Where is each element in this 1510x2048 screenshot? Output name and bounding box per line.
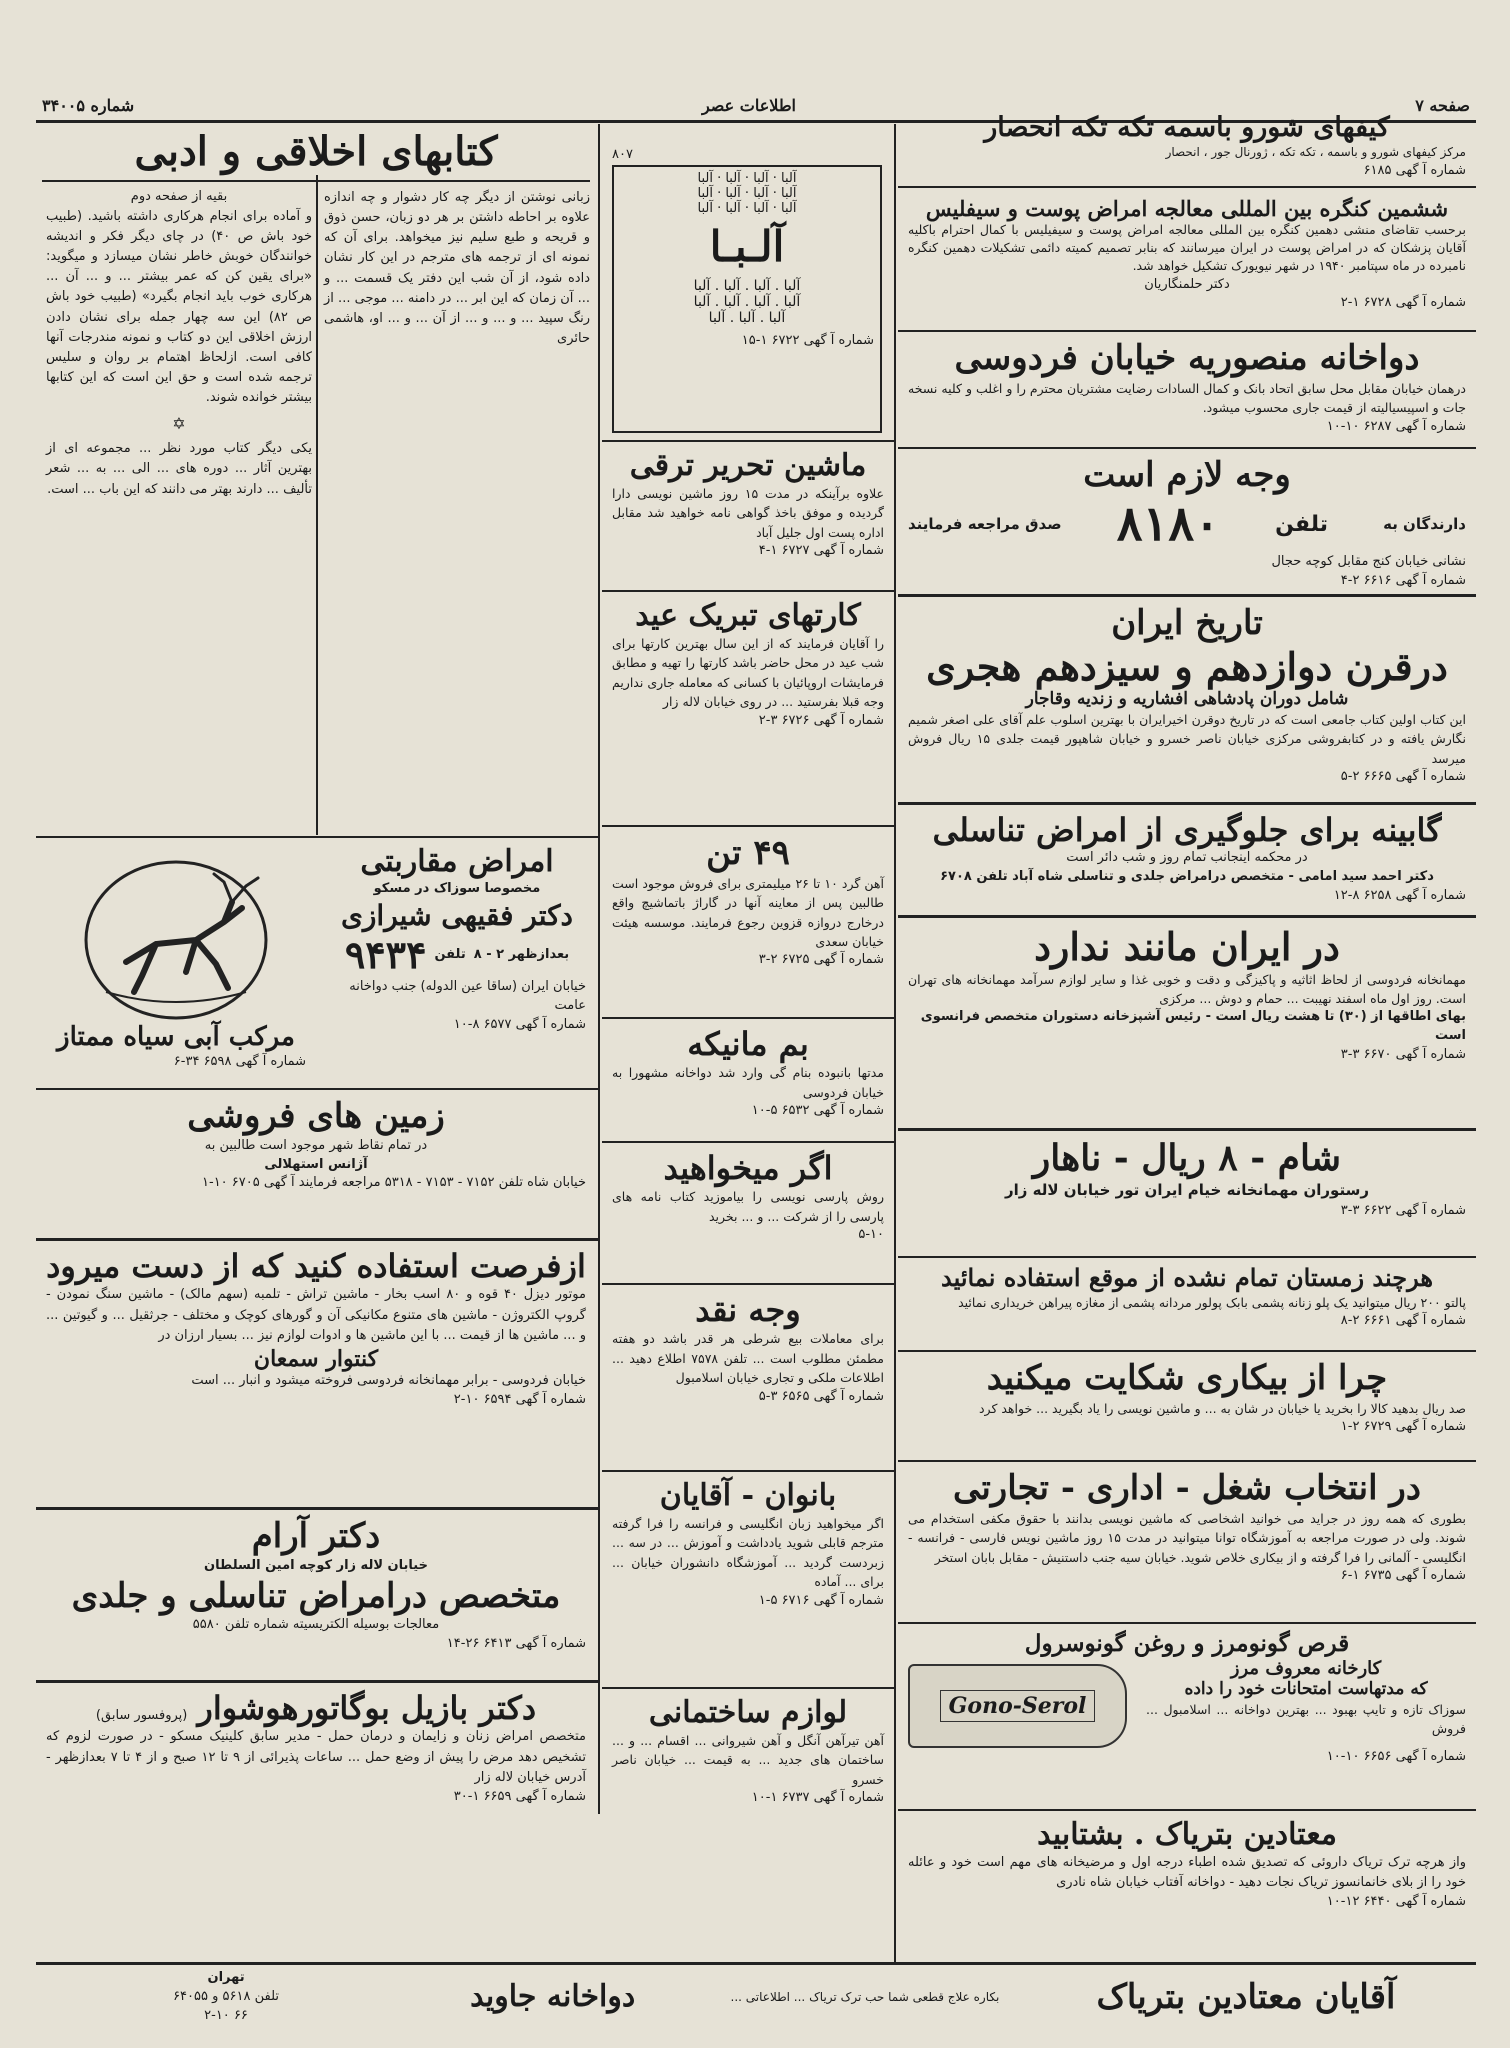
bottom-notice: ۶۶ ۲-۱۰ xyxy=(204,2007,248,2023)
basil-sub: (پروفسور سابق) xyxy=(95,1708,188,1723)
bottom-body: بکاره علاج قطعی شما حب ترک تریاک ... اطلاعاتی ... xyxy=(730,1989,1000,2004)
gono-sub2: که مدتهاست امتحانات خود را داده xyxy=(1184,1679,1428,1700)
ad-basil xyxy=(36,1683,596,1933)
iran-body: مهمانخانه فردوسی از لحاظ اثاثیه و پاکیزگی و دقت و خوبی غذا و سایر لوازم سرآمد مهمانخانه های تهران است. روز اول ماه اسفند نهیبت ... حمام و دوش ... مرکزی xyxy=(908,971,1466,1006)
dinner-notice: شماره آ گهی ۶۶۲۲ ۳-۳ xyxy=(1340,1202,1466,1218)
bottom-title: آقایان معتادین بتریاک xyxy=(1096,1976,1396,2017)
ad-choose xyxy=(898,1462,1476,1622)
cash-title: وجه لازم است xyxy=(1083,455,1291,495)
ethics-right-text: و آماده برای انجام هرکاری داشته باشید. (طبیب خود باش ص ۴۰) در چای دیگر فکر و اندیشه خوانندگان خوبش خاطر نشان میسازد و میگوید: «برای یقین کن که عمر بیشتر ... و ... آن ... هرکاری خوب باید انجام بگیرد» (طبیب خود باش ص ۸۲) این سه چهار جمله برای نشان دادن ارزش اخلاقی این دو کتاب و نمونه مندرجات آنها کافی است. ازلحاظ اهتمام بر روان و سلیس ترجمه شده است و حق این است که این کتابها بیشتر خوانده شوند. xyxy=(46,208,312,406)
basil-title: دکتر بازیل بوگاتورهوشوار xyxy=(197,1689,537,1727)
farm-hours: بعدازظهر ۲ - ۸ xyxy=(473,946,570,962)
cash-notice: شماره آ گهی ۶۶۱۶ ۲-۴ xyxy=(1340,573,1466,589)
pharmacy-body: درهمان خیابان مقابل محل سابق اتحاد بانک و کمال السادات رضایت مشتریان محترم را و اغلب و کلیه نسخه جات و اسپیسیالیته از قیمت جاری محسوب میشود. xyxy=(908,380,1466,416)
cash-address: نشانی خیابان کنج مقابل کوچه حجال xyxy=(1271,554,1466,570)
gono-sub: کارخانه معروف مرز xyxy=(1230,1657,1382,1679)
ad-pharmacy xyxy=(898,332,1476,447)
pharmacy-notice: شماره آ گهی ۶۲۸۷ ۱۰-۱۰ xyxy=(1326,418,1466,434)
typing-title: ماشین تحریر ترقی xyxy=(629,448,867,483)
ad-ethics-books xyxy=(36,124,596,836)
winter-title: هرچند زمستان تمام نشده از موقع استفاده نمائید xyxy=(941,1263,1433,1292)
aram-title: دکتر آرام xyxy=(251,1516,381,1556)
ethics-star-icon: ✡ xyxy=(172,414,186,434)
ad-build xyxy=(602,1689,894,1814)
ad-complaint xyxy=(898,1352,1476,1460)
complaint-notice: شماره آ گهی ۶۷۲۹ ۲-۱ xyxy=(1340,1419,1466,1435)
gono-title: قرص گونومرز و روغن گونوسرول xyxy=(1024,1630,1350,1657)
basil-body: متخصص امراض زنان و زایمان و درمان حمل - مدیر سابق کلینیک مسکو - در صورت لزوم که تشخیص دهد مرض را پیش از وضع حمل ... ساعات پذیرائی از ۹ تا ۱۲ صبح و از ۴ تا ۷ بعدازظهر - آدرس خیابان لاله زار xyxy=(46,1729,587,1785)
opportunity-title: ازفرصت استفاده کنید که از دست میرود xyxy=(46,1247,586,1285)
paper-title: اطلاعات عصر xyxy=(701,96,796,115)
farm-phone-label: تلفن xyxy=(434,946,466,962)
want-notice: ۵-۱۰ xyxy=(858,1227,884,1243)
alba-code: ۸۰۷ xyxy=(612,147,633,162)
aram-notice: شماره آ گهی ۶۴۱۳ ۲۶-۱۴ xyxy=(446,1636,586,1652)
winter-notice: شماره آ گهی ۶۶۶۱ ۲-۸ xyxy=(1340,1313,1466,1329)
opportunity-body: موتور دیزل ۴۰ قوه و ۸۰ اسب بخار - ماشین تراش - تلمبه (سهم مالک) - ماشین سنگ نمودن - گروپ الکتروژن - ماشین های متنوع مکانیکی آن و گورهای کوچک و مختلف - جرثقیل ... و گیوتین ... و ... ماشین ها از قیمت ... با این ماشین ها و ادوات لوازم نیز ... بسیار ارزان در xyxy=(46,1287,586,1343)
bottom-city: تهران xyxy=(207,1970,245,1985)
dinner-body: رستوران مهمانخانه خیام ایران تور خیابان لاله زار xyxy=(1005,1181,1369,1200)
aram-title2: متخصص درامراض تناسلی و جلدی xyxy=(71,1575,561,1616)
ad-want xyxy=(602,1143,894,1283)
farm-phone: ۹۴۳۴ xyxy=(344,932,427,978)
ad-doctor-aram xyxy=(36,1510,596,1680)
ad-bomb xyxy=(602,1019,894,1141)
opium-body: واز هرچه ترک تریاک داروئی که تصدیق شده اطباء درجه اول و مرضیخانه های مهم است خود و عائله خود را از بلای خانمانسوز تریاک نجات دهید - دواخانه آفتاب خیابان شاه نادری xyxy=(908,1855,1466,1891)
land-agency: آژانس استهلالی xyxy=(264,1156,368,1172)
kif-notice: شماره آ گهی ۶۱۸۵ xyxy=(1363,162,1466,178)
ad-cards xyxy=(602,592,894,825)
kif-title: کیفهای شورو باسمه تکه تکه انحصار xyxy=(984,112,1390,143)
land-title: زمین های فروشی xyxy=(187,1096,445,1136)
opportunity-name: کنتوار سمعان xyxy=(253,1345,379,1372)
cash-line1: دارندگان به xyxy=(1383,514,1466,533)
history-title: تاریخ ایران xyxy=(1111,603,1263,643)
ethics-left-text: زبانی نوشتن از دیگر چه کار دشوار و چه اندازه علاوه بر احاطه داشتن بر هر دو زبان، حسن ذوق و قریحه و طبع سلیم نیز میخواهد. برای آن که نمونه ای از ترجمه های مترجم در این کار نشان داده شود، از آن شب این دفتر یک قسمت ... و ... آن زمان که این ابر ... در دامنه ... موجی ... از رنگ سپید ... و ... و ... از آن ... و ... او، هاشمی حائری xyxy=(324,190,590,346)
ethics-right-text-2: یکی دیگر کتاب مورد نظر ... مجموعه ای از بهترین آثار ... دوره های ... الی ... به ... شعر تألیف ... دارند بهتر می دانند که این باب ... است. xyxy=(46,441,312,497)
farm-title: امراض مقاربتی xyxy=(360,844,554,879)
cheap-body: برای معاملات بیع شرطی هر قدر باشد دو هفته مطمئن مطلوب است ... تلفن ۷۵۷۸ اطلاع دهید ... اطلاعات ملکی و تجاری خیابان اسلامبول xyxy=(612,1331,885,1386)
ad-bottom xyxy=(36,1965,1476,2040)
clinic-body: در محکمه اینجانب تمام روز و شب دائر است xyxy=(1066,850,1308,866)
cards-notice: شماره آ گهی ۶۷۲۶ ۳-۲ xyxy=(758,712,884,728)
want-title: اگر میخواهید xyxy=(663,1149,833,1187)
ad-opportunity xyxy=(36,1241,596,1507)
kif-top-line: مرکز کیفهای شورو و باسمه ، تکه تکه ، ژورنال جور ، انحصار xyxy=(1165,145,1466,160)
ad-dinner xyxy=(898,1131,1476,1256)
clinic-title: گابینه برای جلوگیری از امراض تناسلی xyxy=(932,811,1442,849)
ad-farm xyxy=(318,838,596,1088)
ad-iran xyxy=(898,918,1476,1128)
ad-ladies xyxy=(602,1472,894,1687)
gono-body: سوزاک تازه و تایپ بهبود ... بهترین دواخانه ... اسلامبول ... فروش xyxy=(1146,1701,1466,1736)
congress-sign: دکتر حلمنگاریان xyxy=(1144,276,1230,292)
alba-repeat-1: آلبا . آلبا . آلبا . آلبا xyxy=(693,278,801,295)
alba-title: آلـبـا xyxy=(709,221,785,271)
ad-congress xyxy=(898,190,1476,330)
complaint-body: صد ریال بدهید کالا را بخرید یا خیابان در شان به ... و ماشین نویسی را یاد بگیرید ... خواهد کرد xyxy=(978,1400,1466,1416)
history-body: این کتاب اولین کتاب جامعی است که در تاریخ دوقرن اخیرایران با بهترین اسلوب علم آقای علی اصغر شمیم نگارش یافته و در کتابفروشی مرکزی خیابان ناصر خسرو و خیابان شاهپور قیمت جلدی ۱۵ ریال فروش میرسد xyxy=(908,711,1466,766)
cards-title: کارتهای تبریک عید xyxy=(635,598,861,633)
ad-typing xyxy=(602,442,894,590)
iran-price: بهای اطاقها از (۳۰) تا هشت ریال است - رئیس آشپزخانه دستوران متخصص فرانسوی است xyxy=(920,1009,1466,1044)
bomb-body: مدتها بانبوده بنام گی وارد شد دواخانه مشهورا به خیابان فردوسی xyxy=(612,1065,884,1100)
ad-cash xyxy=(898,449,1476,594)
complaint-title: چرا از بیکاری شکایت میکنید xyxy=(986,1358,1388,1398)
opium-title: معتادین بتریاک . بشتابید xyxy=(1037,1817,1337,1852)
farm-address: خیابان ایران (ساقا عین الدوله) جنب دواخانه عامت xyxy=(349,979,586,1013)
alba-repeat-3: آلبا . آلبا . آلبا xyxy=(708,310,786,327)
opportunity-address: خیابان فردوسی - برابر مهمانخانه فردوسی فروخته میشود و انبار ... است xyxy=(191,1373,586,1389)
ladies-body: اگر میخواهید زبان انگلیسی و فرانسه را فرا گرفته مترجم قابلی شوید یادداشت و آموزش ... در سه ... زبردست گردید ... آموزشگاه دانشوران خیابان ... برای ... آماده xyxy=(612,1516,884,1590)
bottom-middle: دواخانه جاوید xyxy=(470,1979,636,2015)
congress-title: ششمین کنگره بین المللی معالجه امراض پوست و سیفلیس xyxy=(925,196,1449,221)
stag-logo xyxy=(46,852,306,1022)
bottom-phone: تلفن ۵۶۱۸ و ۶۴۰۵۵ xyxy=(173,1988,279,2004)
alba-row-3: آلبا · آلبا · آلبا · آلبا xyxy=(697,200,797,216)
ladies-notice: شماره آ گهی ۶۷۱۶ ۵-۱ xyxy=(758,1592,884,1608)
bomb-title: بم مانیکه xyxy=(687,1025,809,1063)
opportunity-notice: شماره آ گهی ۶۵۹۴ ۱۰-۲ xyxy=(453,1392,586,1408)
land-notice: خیابان شاه تلفن ۷۱۵۲ - ۷۱۵۳ - ۵۳۱۸ مراجعه فرمایند آ گهی ۶۷۰۵ ۱۰-۱ xyxy=(202,1175,586,1191)
history-sub2: شامل دوران پادشاهی افشاریه و زندیه وقاجار xyxy=(1025,689,1349,710)
iran-title: در ایران مانند ندارد xyxy=(1034,924,1340,969)
cheap-title: وجه نقد xyxy=(695,1291,801,1329)
issue-number: شماره ۳۴۰۰۵ xyxy=(42,96,135,115)
cash-phone-label: تلفن xyxy=(1275,512,1328,538)
iran-notice: شماره آ گهی ۶۶۷۰ ۳-۳ xyxy=(1340,1047,1466,1063)
ad-clinic xyxy=(898,805,1476,915)
build-notice: شماره آ گهی ۶۷۳۷ ۱-۱۰ xyxy=(751,1790,884,1806)
farm-sub: مخصوصا سوزاک در مسکو xyxy=(373,881,541,896)
typing-notice: شماره آ گهی ۶۷۲۷ ۱-۴ xyxy=(758,543,884,559)
ad-gono xyxy=(898,1624,1476,1809)
aram-body: معالجات بوسیله الکتریسیته شماره تلفن ۵۵۸۰ xyxy=(192,1617,440,1633)
dinner-title: شام - ۸ ریال - ناهار xyxy=(1032,1137,1342,1179)
ad-winter xyxy=(898,1258,1476,1350)
winter-body: پالتو ۲۰۰ ریال میتوانید یک پلو زنانه پشمی بابک پولور مردانه پشمی از مغازه پیراهن خریداری نمائید xyxy=(958,1294,1466,1310)
ad-tons xyxy=(602,827,894,1017)
gono-notice: شماره آ گهی ۶۶۵۶ ۱۰-۱۰ xyxy=(1326,1748,1466,1764)
ad-cheap xyxy=(602,1285,894,1470)
history-subtitle: درقرن دوازدهم و سیزدهم هجری xyxy=(926,643,1448,689)
opium-notice: شماره آ گهی ۶۴۴۰ ۱۲-۱۰ xyxy=(1326,1894,1466,1910)
pharmacy-title: دواخانه منصوریه خیابان فردوسی xyxy=(954,338,1420,378)
want-body: روش پارسی نویسی را بیاموزید کتاب نامه های پارسی را از شرکت ... و ... بخرید xyxy=(612,1189,884,1224)
build-title: لوازم ساختمانی xyxy=(648,1695,848,1730)
stag-caption: مرکب آبی سیاه ممتاز xyxy=(57,1022,295,1052)
basil-notice: شماره آ گهی ۶۶۵۹ ۱-۳۰ xyxy=(453,1788,586,1804)
typing-body: علاوه برآینکه در مدت ۱۵ روز ماشین نویسی دارا گردیده و موفق باخذ گواهی نامه خواهید شد مقابل اداره پست اول جلیل آباد xyxy=(612,486,884,540)
ad-opium xyxy=(898,1811,1476,1961)
farm-doctor: دکتر فقیهی شیرازی xyxy=(340,898,573,932)
choose-body: بطوری که همه روز در جراید می خوانید اشخاصی که ماشین نویسی بدانند با حقوق مکفی استخدام می شوند. ولی در صورت مراجعه به آموزشگاه توانا میتوانید در مدت ۱۵ روز ماشین نویس فارسی - فرانسه - انگلیسی - آلمانی را فرا گرفته و از بیکاری خلاص شوید. خیابان سیه جنب داستنیش - مقابل بابان استخر xyxy=(908,1510,1466,1565)
history-notice: شماره آ گهی ۶۶۶۵ ۲-۵ xyxy=(1340,768,1466,784)
choose-notice: شماره آ گهی ۶۷۳۵ ۱-۶ xyxy=(1340,1567,1466,1583)
ad-stag xyxy=(36,838,316,1088)
congress-notice: شماره آ گهی ۶۷۲۸ ۱-۲ xyxy=(1340,295,1466,311)
ad-land xyxy=(36,1090,596,1238)
alba-row-2: آلبا · آلبا · آلبا · آلبا xyxy=(697,185,797,201)
tons-notice: شماره آ گهی ۶۷۲۵ ۲-۳ xyxy=(758,952,884,968)
alba-row-1: آلبا · آلبا · آلبا · آلبا xyxy=(697,170,797,186)
bomb-notice: شماره آ گهی ۶۵۳۲ ۵-۱۰ xyxy=(751,1103,884,1119)
ethics-right-head: بقیه از صفحه دوم xyxy=(130,189,228,204)
build-body: آهن تیرآهن آنگل و آهن شیروانی ... اقسام ... و ... ساختمان های جدید ... به قیمت ... خیابان ناصر خسرو xyxy=(612,1733,884,1787)
alba-repeat-2: آلبا . آلبا . آلبا . آلبا xyxy=(693,294,801,311)
page-number: صفحه ۷ xyxy=(1415,96,1470,115)
gono-brand: Gono-Serol xyxy=(940,1690,1096,1722)
tons-body: آهن گرد ۱۰ تا ۲۶ میلیمتری برای فروش موجود است طالبین پس از معاینه آنها در گاراژ باتماشیچ واقع درخارج دروازه قزوین رجوع فرمایند. موسسه هیئت خیابان سعدی xyxy=(612,875,884,949)
land-body: در تمام نقاط شهر موجود است طالبین به xyxy=(204,1137,428,1153)
congress-body: برحسب تقاضای منشی دهمین کنگره بین المللی معالجه امراض پوست و سیفیلیس با کمال احترام باکلیه آقایان پزشکان که در امراض پوست در ایران میرسانند که بنابر تصمیم کمیته دائمی تشکیلات دهمین کنگره نامبرده در ماه سپتامبر ۱۹۴۰ در شهر نیویورک تشکیل خواهد شد. xyxy=(908,222,1466,274)
gono-tube xyxy=(908,1664,1127,1748)
alba-notice: شماره آ گهی ۶۷۲۲ ۱-۱۵ xyxy=(741,333,874,349)
cash-phone: ۸۱۸۰ xyxy=(1116,495,1220,552)
ad-history xyxy=(898,597,1476,802)
ad-alba xyxy=(602,140,892,440)
ladies-title: بانوان - آقایان xyxy=(659,1478,837,1513)
ad-kif xyxy=(898,106,1476,186)
tons-title: ۴۹ تن xyxy=(706,833,790,873)
ethics-title: کتابهای اخلاقی و ادبی xyxy=(42,128,590,182)
clinic-doctor: دکتر احمد سید امامی - متخصص درامراض جلدی و تناسلی شاه آباد تلفن ۶۷۰۸ xyxy=(940,869,1434,885)
clinic-notice: شماره آ گهی ۶۲۵۸ ۸-۱۲ xyxy=(1333,888,1466,904)
farm-notice: شماره آ گهی ۶۵۷۷ ۸-۱۰ xyxy=(453,1016,586,1032)
cash-line2: صدق مراجعه فرمایند xyxy=(908,514,1062,533)
choose-title: در انتخاب شغل - اداری - تجارتی xyxy=(953,1468,1421,1508)
cards-body: را آقایان فرمایند که از این سال بهترین کارتها برای شب عید در محل حاضر باشد کارتها را تهیه و مطابق فرمایشات اروپائیان با کسانی که معامله جاری نداریم وجه قبلا بفرستید ... در روی خیابان لاله زار xyxy=(612,636,884,710)
cheap-notice: شماره آ گهی ۶۵۶۵ ۳-۵ xyxy=(758,1388,884,1404)
stag-notice: شماره آ گهی ۶۵۹۸ ۳۴-۶ xyxy=(173,1054,306,1070)
aram-address: خیابان لاله زار کوچه امین السلطان xyxy=(204,1557,428,1573)
